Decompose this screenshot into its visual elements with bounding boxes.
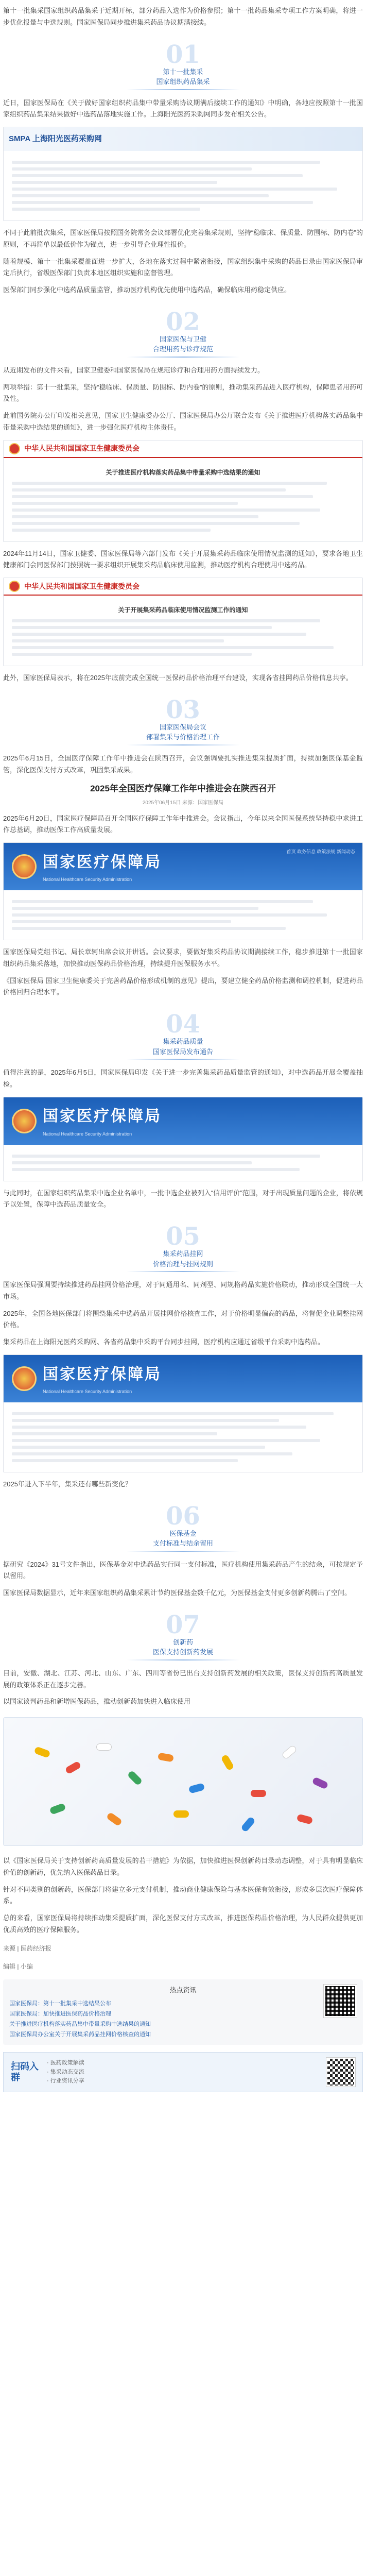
scan-item: · 行业资讯分享 xyxy=(47,2078,84,2084)
emblem-icon xyxy=(12,854,37,879)
nhsa-screenshot xyxy=(3,842,363,940)
section-subtitle: 国家医保局发布通告 xyxy=(152,1047,213,1056)
section-subtitle: 医保支持创新药发展 xyxy=(152,1648,213,1656)
nhsa-english-name: National Healthcare Security Administration xyxy=(43,1131,132,1137)
emblem-icon xyxy=(12,1366,37,1391)
paragraph: 国家医保局党组书记、局长章轲出席会议并讲话。会议要求，要做好集采药品协议期满接续工作，稳步推进第十一批国家组织药品集采落地，加快推动医保药品价格治理，持续提升医保服务水平。 xyxy=(3,948,363,968)
nhsa-screenshot-2 xyxy=(3,1097,363,1181)
nhsa-nav[interactable]: 首页 政务信息 政策法规 新闻动态 xyxy=(286,849,355,854)
emblem-icon xyxy=(12,1109,37,1133)
smpa-banner xyxy=(4,127,362,151)
paragraph: 国家医保局数据显示，近年来国家组织药品集采累计节约医保基金数千亿元，为医保基金支付更多创新药腾出了空间。 xyxy=(3,1589,352,1597)
paragraph: 《国家医保局 国家卫生健康委关于完善药品价格形成机制的意见》提出，要建立健全药品价格监测和调控机制，促进药品价格回归合理水平。 xyxy=(3,976,363,996)
paragraph: 随着规模、第十一批集采覆盖面进一步扩大，各地在落实过程中紧密衔接，国家组织集中采购的药品目录由国家医保局审定后执行，省级医保部门负责本地区组织实施和监督管理。 xyxy=(3,257,363,277)
highlight-paragraph: 医保部门同步强化中选药品质量监管，推动医疗机构优先使用中选药品，确保临床用药稳定供应。 xyxy=(3,286,291,294)
section-header-3 xyxy=(3,695,363,745)
nhsa-name: 国家医疗保障局 xyxy=(43,1365,162,1383)
document-title: 关于开展集采药品临床使用情况监测工作的通知 xyxy=(118,606,248,614)
smpa-screenshot xyxy=(3,127,363,221)
section-header-7 xyxy=(3,1610,363,1660)
section-number: 02 xyxy=(166,307,200,336)
document-title: 关于推进医疗机构落实药品集中带量采购中选结果的通知 xyxy=(106,468,260,476)
section-title: 国家医保与卫健 xyxy=(159,335,206,343)
section-subtitle: 合理用药与诊疗规范 xyxy=(152,345,213,353)
section-header-6 xyxy=(3,1501,363,1552)
section-title: 医保基金 xyxy=(169,1529,197,1537)
nhc-site-title: 中华人民共和国国家卫生健康委员会 xyxy=(24,444,140,453)
section-title: 国家医保局会议 xyxy=(159,723,206,731)
section-divider xyxy=(127,89,240,90)
pills-image xyxy=(3,1717,363,1846)
section-divider xyxy=(127,357,240,358)
nhsa-name: 国家医疗保障局 xyxy=(43,853,162,871)
section-number: 07 xyxy=(166,1610,200,1639)
paragraph: 不同于此前批次集采，国家医保局按照国务院常务会议部署优化完善集采规则，坚持“稳临床、保质量、防围标、防内卷”的原则，不再简单以最低价作为锚点，进一步引导企业理性报价。 xyxy=(3,229,363,248)
section-divider xyxy=(127,1059,240,1060)
section-title: 第十一批集采 xyxy=(163,67,203,76)
paragraph: 2025年，全国各地医保部门将围绕集采中选药品开展挂网价格核查工作，对于价格明显偏高的药品，将督促企业调整挂网价格。 xyxy=(3,1309,363,1329)
scan-item: · 医药政策解读 xyxy=(47,2060,84,2066)
section-title: 创新药 xyxy=(172,1638,193,1646)
nhsa-english-name: National Healthcare Security Administration xyxy=(43,1389,132,1395)
paragraph: 2025年6月20日，国家医疗保障局召开全国医疗保障工作年中推进会。会议指出，今年以来全国医保系统坚持稳中求进工作总基调，推动医保工作高质量发展。 xyxy=(3,814,363,834)
related-heading: 热点资讯 xyxy=(169,1986,197,1994)
nhsa-banner xyxy=(4,843,362,890)
emblem-icon xyxy=(9,443,20,454)
nhsa-banner xyxy=(4,1097,362,1145)
section-number: 05 xyxy=(166,1222,200,1251)
qr-code xyxy=(326,2058,355,2087)
section-subtitle: 价格治理与挂网规则 xyxy=(152,1260,213,1268)
paragraph: 据研究《2024》31号文件指出，医保基金对中选药品实行同一支付标准，医疗机构使用集采药品产生的结余，可按规定予以留用。 xyxy=(3,1560,363,1580)
nhsa-english-name: National Healthcare Security Administration xyxy=(43,877,132,883)
related-item[interactable]: 国家医保局办公室关于开展集采药品挂网价格核查的通知 xyxy=(9,2031,151,2038)
nhsa-banner xyxy=(4,1355,362,1402)
paragraph: 2024年11月14日，国家卫健委、国家医保局等六部门发布《关于开展集采药品临床使用情况监测的通知》，要求各地卫生健康部门会同医保部门按照统一要求组织开展集采药品临床使用监测，推动医疗机构合理使用中选药品。 xyxy=(3,549,363,569)
paragraph: 此外，国家医保局表示，将在2025年底前完成全国统一医保药品价格治理平台建设，实现各省挂网药品价格信息共享。 xyxy=(3,674,353,682)
section-subtitle: 部署集采与价格治理工作 xyxy=(146,733,220,741)
section-number: 06 xyxy=(166,1501,200,1531)
related-item[interactable]: 国家医保局：第十一批集采中选结果公布 xyxy=(9,2001,111,2007)
paragraph: 2025年6月15日，全国医疗保障工作年中推进会在陕西召开，会议强调要扎实推进集采提质扩面，持续加强医保基金监管，深化医保支付方式改革，巩固集采成果。 xyxy=(3,754,363,774)
section-number: 01 xyxy=(166,40,200,69)
intro-paragraph: 第十一批集采国家组织药品集采于近期开标，部分药品入选作为价格参照；第十一批药品集采专项工作方案明确，将进一步优化报量与中选规则。国家医保局同步推进集采药品协议期满接续。 xyxy=(3,7,363,26)
editor-line: 编辑 | 小编 xyxy=(3,1962,33,1970)
scan-banner xyxy=(3,2052,363,2092)
section-title: 集采药品质量 xyxy=(163,1038,203,1045)
paragraph: 以《国家医保局关于支持创新药高质量发展的若干措施》为依据，加快推进医保创新药目录动态调整，对于具有明显临床价值的创新药，优先纳入医保药品目录。 xyxy=(3,1857,363,1876)
related-articles xyxy=(3,1979,363,2045)
paragraph: 近日，国家医保局在《关于做好国家组织药品集中带量采购协议期满后接续工作的通知》中明确，各地应按照第十一批国家组织药品集采结果做好中选药品落地实施工作。上海阳光医药采购网同步发布相关公告。 xyxy=(3,98,363,118)
highlight-link[interactable]: 以国家谈判药品和新增医保药品，推动创新药加快进入临床使用 xyxy=(3,1698,191,1706)
source-line: 来源 | 医药经济报 xyxy=(3,1944,51,1952)
section-header-1 xyxy=(3,42,363,90)
scan-item: · 集采动态交流 xyxy=(47,2069,84,2075)
section-divider xyxy=(127,744,240,745)
section-divider xyxy=(127,1659,240,1660)
paragraph: 集采药品在上海阳光医药采购网、各省药品集中采购平台同步挂网，医疗机构应通过省级平台采购中选药品。 xyxy=(3,1338,325,1346)
section-subtitle: 国家组织药品集采 xyxy=(156,78,210,86)
paragraph: 从近期发布的文件来看，国家卫健委和国家医保局在规范诊疗和合理用药方面持续发力。 xyxy=(3,366,265,374)
paragraph: 针对不同类别的创新药，医保部门将建立多元支付机制，推动商业健康保险与基本医保有效衔接，形成多层次医疗保障体系。 xyxy=(3,1885,363,1905)
nhsa-screenshot-3 xyxy=(3,1354,363,1472)
paragraph: 总的来看，国家医保局将持续推动集采提质扩面，深化医保支付方式改革，推进医保药品价格治理，为人民群众提供更加优质高效的医疗保障服务。 xyxy=(3,1914,363,1934)
related-item[interactable]: 关于推进医疗机构落实药品集中带量采购中选结果的通知 xyxy=(9,2021,151,2027)
nhsa-name: 国家医疗保障局 xyxy=(43,1107,162,1126)
section-divider xyxy=(127,1271,240,1272)
section-subtitle: 支付标准与结余留用 xyxy=(152,1539,213,1547)
qr-code xyxy=(324,1985,357,2018)
related-item[interactable]: 国家医保局：加快推进医保药品价格治理 xyxy=(9,2011,111,2018)
nhc-screenshot xyxy=(3,440,363,542)
paragraph: 两项举措：第十一批集采，坚持“稳临床、保质量、防围标、防内卷”的原则，推动集采药品进入医疗机构，保障患者用药可及性。 xyxy=(3,383,363,403)
pills-photo xyxy=(3,1717,363,1846)
section-number: 04 xyxy=(166,1010,200,1039)
paragraph: 值得注意的是，2025年6月5日，国家医保局印发《关于进一步完善集采药品质量监管的通知》，对中选药品开展全覆盖抽检。 xyxy=(3,1069,363,1088)
news-title: 2025年全国医疗保障工作年中推进会在陕西召开 xyxy=(90,784,276,794)
news-meta: 2025年06月15日 来源：国家医保局 xyxy=(142,800,224,806)
scan-title: 扫码入群 xyxy=(11,2061,39,2083)
smpa-logo: SMPA 上海阳光医药采购网 xyxy=(9,134,102,143)
section-header-5 xyxy=(3,1224,363,1272)
nhc-site-title: 中华人民共和国国家卫生健康委员会 xyxy=(24,582,140,590)
paragraph: 国家医保局强调要持续推进药品挂网价格治理，对于同通用名、同剂型、同规格药品实施价格联动，推动形成全国统一大市场。 xyxy=(3,1281,363,1300)
paragraph: 与此同时，在国家组织药品集采中选企业名单中，一批中选企业被列入“信用评价”范围，对于出现质量问题的企业，将依规予以处置，保障中选药品质量安全。 xyxy=(3,1189,363,1209)
paragraph: 此前国务院办公厅印发相关意见，国家卫生健康委办公厅、国家医保局办公厅联合发布《关于推进医疗机构落实药品集中带量采购中选结果的通知》，进一步强化医疗机构主体责任。 xyxy=(3,412,363,431)
section-header-2 xyxy=(3,307,363,358)
section-number: 03 xyxy=(166,695,200,724)
section-header-4 xyxy=(3,1012,363,1060)
paragraph: 目前，安徽、湖北、江苏、河北、山东、广东、四川等省份已出台支持创新药发展的相关政策，医保支持创新药高质量发展的政策体系正在逐步完善。 xyxy=(3,1669,363,1689)
nhc-screenshot-2 xyxy=(3,578,363,666)
section-divider xyxy=(127,1551,240,1552)
section-title: 集采药品挂网 xyxy=(163,1250,203,1258)
emblem-icon xyxy=(9,581,20,592)
paragraph: 2025年进入下半年，集采还有哪些新变化？ xyxy=(3,1480,132,1488)
